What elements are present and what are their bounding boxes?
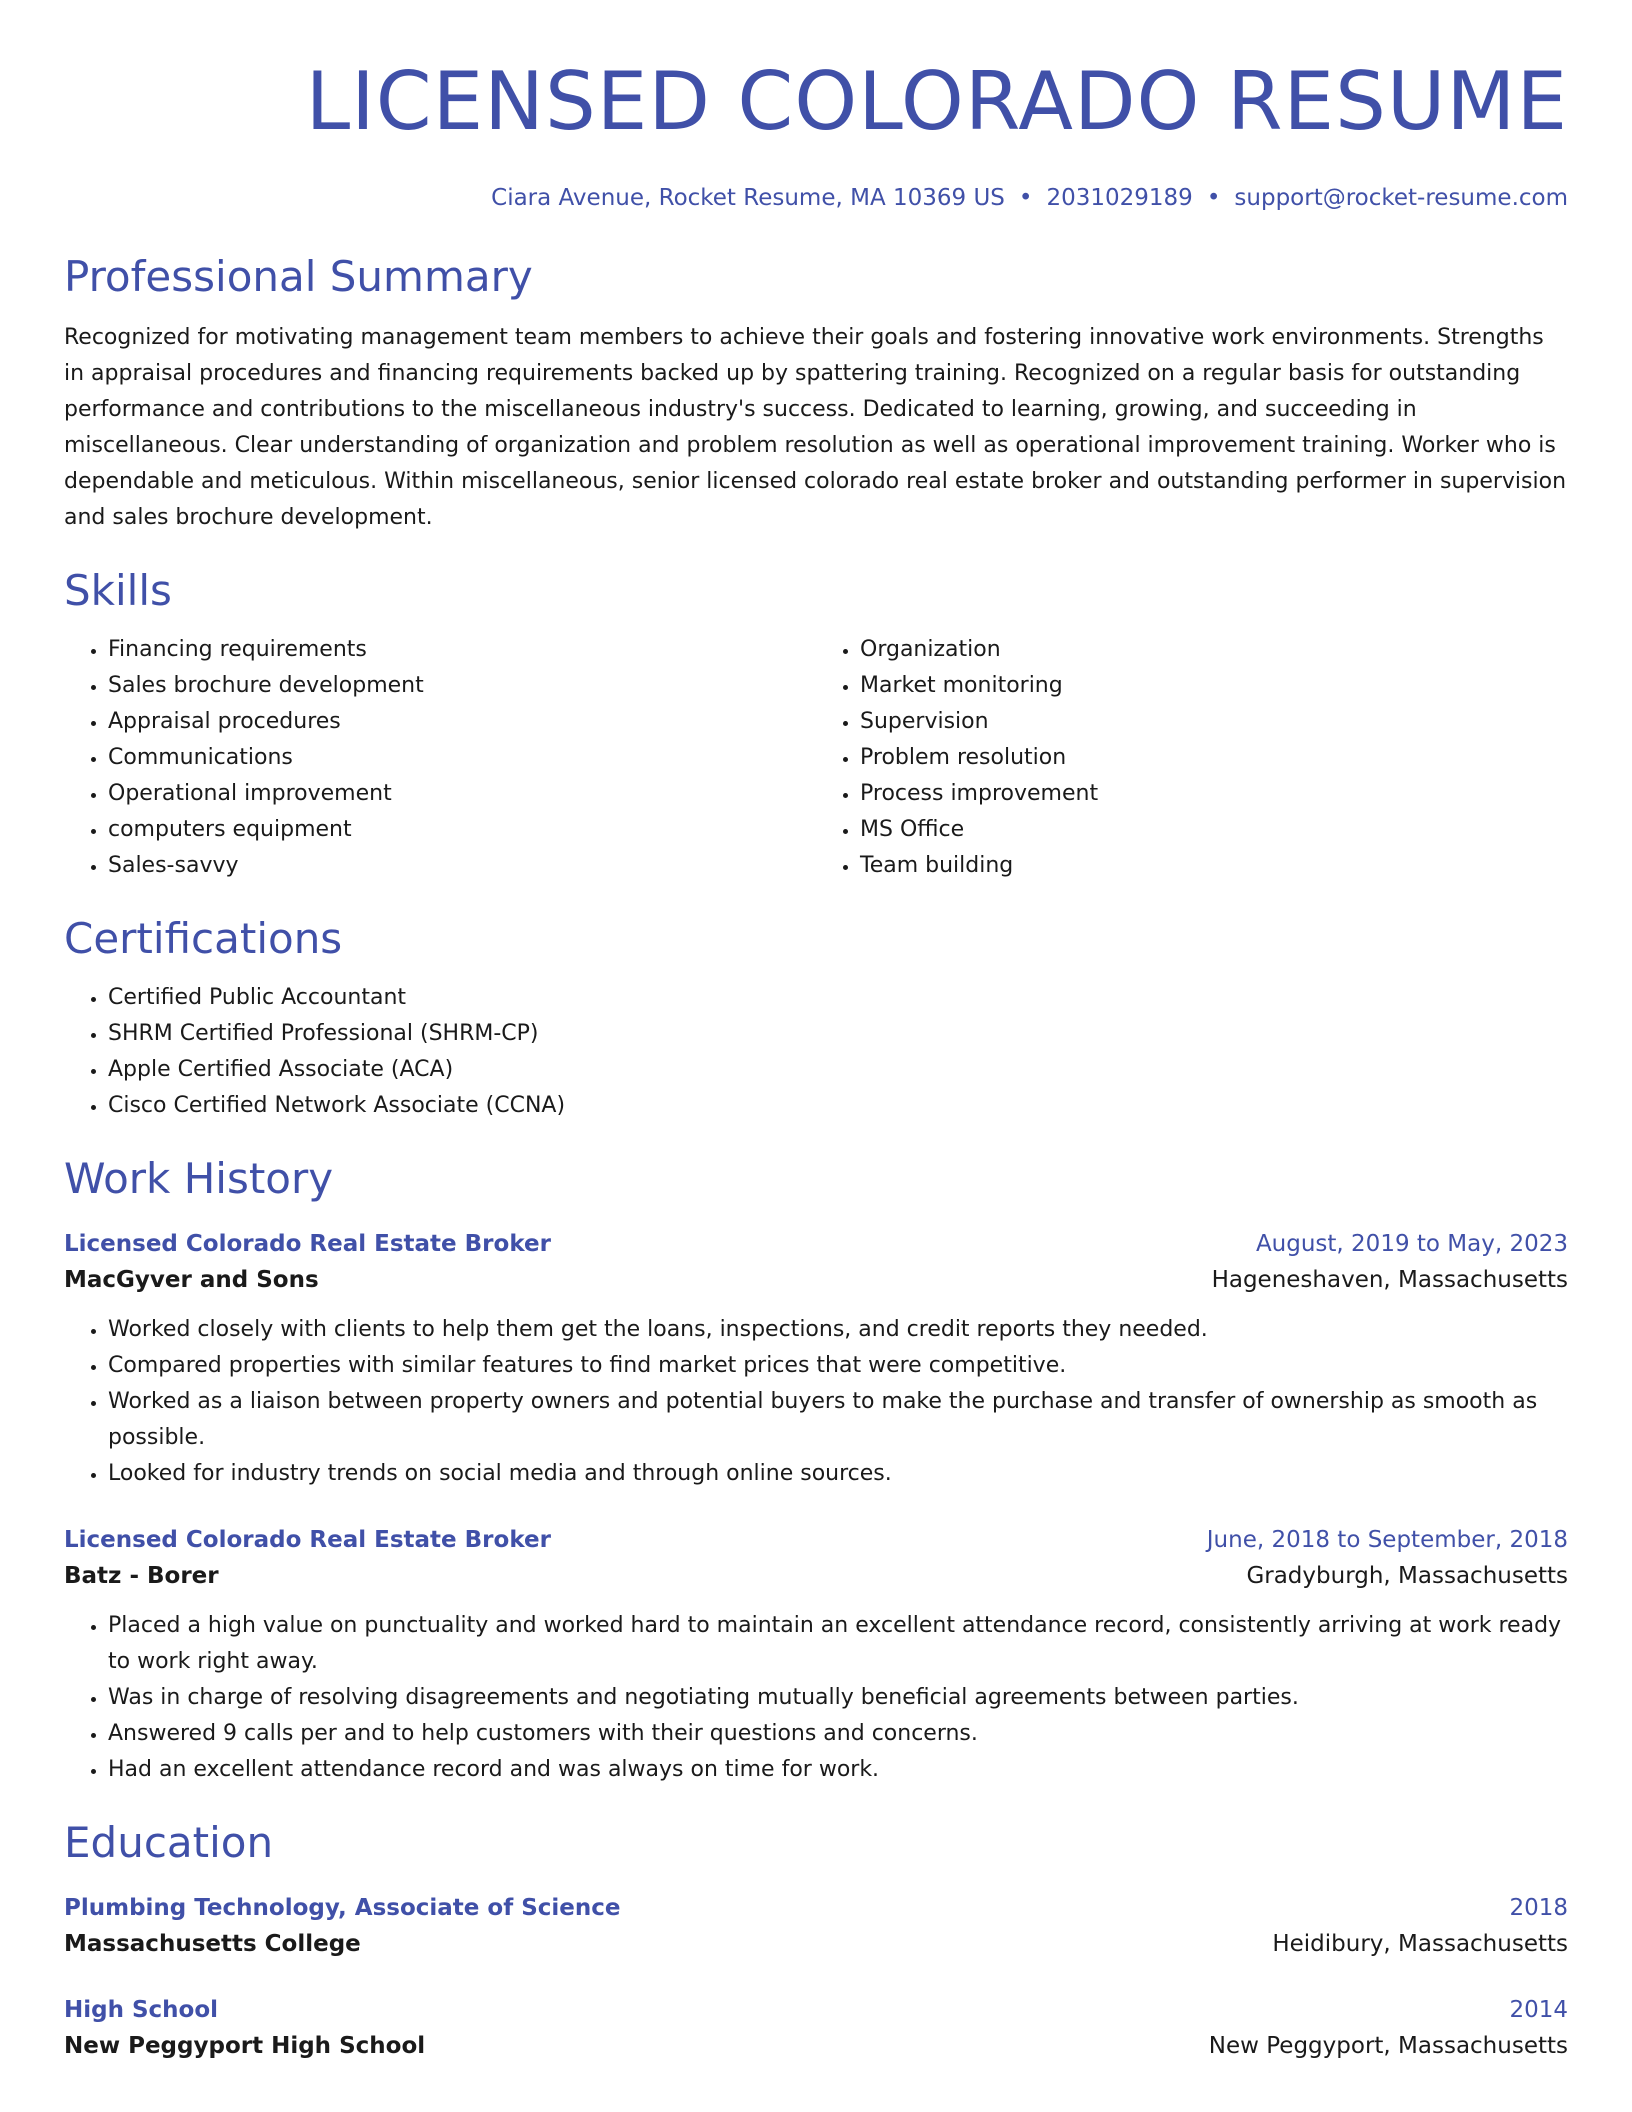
- resume-title: LICENSED COLORADO RESUME: [305, 55, 1568, 148]
- skill-item: • Problem resolution: [860, 740, 1568, 776]
- education-school: New Peggyport High School: [64, 2033, 426, 2059]
- skills-column-right: [816, 632, 1568, 884]
- contact-separator: •: [1018, 185, 1033, 211]
- contact-address: Ciara Avenue, Rocket Resume, MA 10369 US: [491, 185, 1005, 211]
- job-header: [64, 1226, 1568, 1262]
- job-entry: [64, 1522, 1568, 1788]
- skill-item: • Team building: [860, 848, 1568, 884]
- work-history-heading: Work History: [64, 1154, 334, 1203]
- job-bullets: [64, 1608, 1568, 1788]
- job-bullet: • Had an excellent attendance record and was always on time for work.: [108, 1752, 1568, 1788]
- skills-column-left: [64, 632, 816, 884]
- job-company: MacGyver and Sons: [64, 1267, 319, 1293]
- education-school: Massachusetts College: [64, 1931, 361, 1957]
- skill-item: • Sales brochure development: [108, 668, 816, 704]
- skill-item: • Appraisal procedures: [108, 704, 816, 740]
- job-bullet: • Looked for industry trends on social media and through online sources.: [108, 1456, 1568, 1492]
- education-degree: High School: [64, 1997, 219, 2023]
- skills-heading: Skills: [64, 566, 172, 615]
- education-heading: Education: [64, 1818, 274, 1867]
- job-bullet: • Worked closely with clients to help them get the loans, inspections, and credit reports they needed.: [108, 1312, 1568, 1348]
- education-entry: [64, 1890, 1568, 1962]
- education-header: [64, 1992, 1568, 2028]
- education-year: 2018: [1509, 1895, 1568, 1921]
- job-bullet: • Placed a high value on punctuality and worked hard to maintain an excellent attendance record, consistently arriving at work ready to work right away.: [108, 1608, 1568, 1680]
- job-title: Licensed Colorado Real Estate Broker: [64, 1527, 551, 1553]
- skill-item: • Sales-savvy: [108, 848, 816, 884]
- skill-item: • Market monitoring: [860, 668, 1568, 704]
- skill-item: • Financing requirements: [108, 632, 816, 668]
- certification-item: • SHRM Certified Professional (SHRM-CP): [108, 1016, 1568, 1052]
- job-title: Licensed Colorado Real Estate Broker: [64, 1231, 551, 1257]
- job-dates: August, 2019 to May, 2023: [1255, 1231, 1568, 1257]
- job-subheader: [64, 1558, 1568, 1594]
- education-header: [64, 1890, 1568, 1926]
- certifications-list: [64, 980, 1568, 1124]
- education-year: 2014: [1509, 1997, 1568, 2023]
- skill-item: • Process improvement: [860, 776, 1568, 812]
- certification-item: • Cisco Certified Network Associate (CCNA): [108, 1088, 1568, 1124]
- contact-separator: •: [1206, 185, 1221, 211]
- job-subheader: [64, 1262, 1568, 1298]
- contact-email[interactable]: support@rocket-resume.com: [1234, 185, 1568, 211]
- job-bullet: • Compared properties with similar features to find market prices that were competitive.: [108, 1348, 1568, 1384]
- job-header: [64, 1522, 1568, 1558]
- education-entry: [64, 1992, 1568, 2064]
- summary-text: Recognized for motivating management team members to achieve their goals and fostering innovative work environments. Strengths in appraisal procedures and financing requirements backed up by spattering training. Recognized on a regular basis for outstanding performance and contributions to the miscellaneous industry's success. Dedicated to learning, growing, and succeeding in miscellaneous. Clear understanding of organization and problem resolution as well as operational improvement training. Worker who is dependable and meticulous. Within miscellaneous, senior licensed colorado real estate broker and outstanding performer in supervision and sales brochure development.: [64, 325, 1567, 530]
- certification-item: • Apple Certified Associate (ACA): [108, 1052, 1568, 1088]
- education-subheader: [64, 1926, 1568, 1962]
- certifications-heading: Certifications: [64, 914, 343, 963]
- skill-item: • Organization: [860, 632, 1568, 668]
- summary-heading: Professional Summary: [64, 252, 533, 301]
- education-location: New Peggyport, Massachusetts: [1208, 2033, 1568, 2059]
- job-bullet: • Answered 9 calls per and to help customers with their questions and concerns.: [108, 1716, 1568, 1752]
- certification-item: • Certified Public Accountant: [108, 980, 1568, 1016]
- education-degree: Plumbing Technology, Associate of Science: [64, 1895, 621, 1921]
- contact-line: [64, 182, 1568, 214]
- job-location: Hageneshaven, Massachusetts: [1211, 1267, 1568, 1293]
- skill-item: • Operational improvement: [108, 776, 816, 812]
- job-dates: June, 2018 to September, 2018: [1206, 1527, 1568, 1553]
- skill-item: • Communications: [108, 740, 816, 776]
- skills-list: [64, 632, 1568, 884]
- job-bullet: • Worked as a liaison between property owners and potential buyers to make the purchase and transfer of ownership as smooth as possible.: [108, 1384, 1568, 1456]
- job-company: Batz - Borer: [64, 1563, 219, 1589]
- contact-phone: 2031029189: [1046, 185, 1193, 211]
- job-bullet: • Was in charge of resolving disagreements and negotiating mutually beneficial agreements between parties.: [108, 1680, 1568, 1716]
- job-bullets: [64, 1312, 1568, 1492]
- education-location: Heidibury, Massachusetts: [1272, 1931, 1568, 1957]
- job-location: Gradyburgh, Massachusetts: [1246, 1563, 1568, 1589]
- education-subheader: [64, 2028, 1568, 2064]
- job-entry: [64, 1226, 1568, 1492]
- skill-item: • MS Office: [860, 812, 1568, 848]
- skill-item: • computers equipment: [108, 812, 816, 848]
- skill-item: • Supervision: [860, 704, 1568, 740]
